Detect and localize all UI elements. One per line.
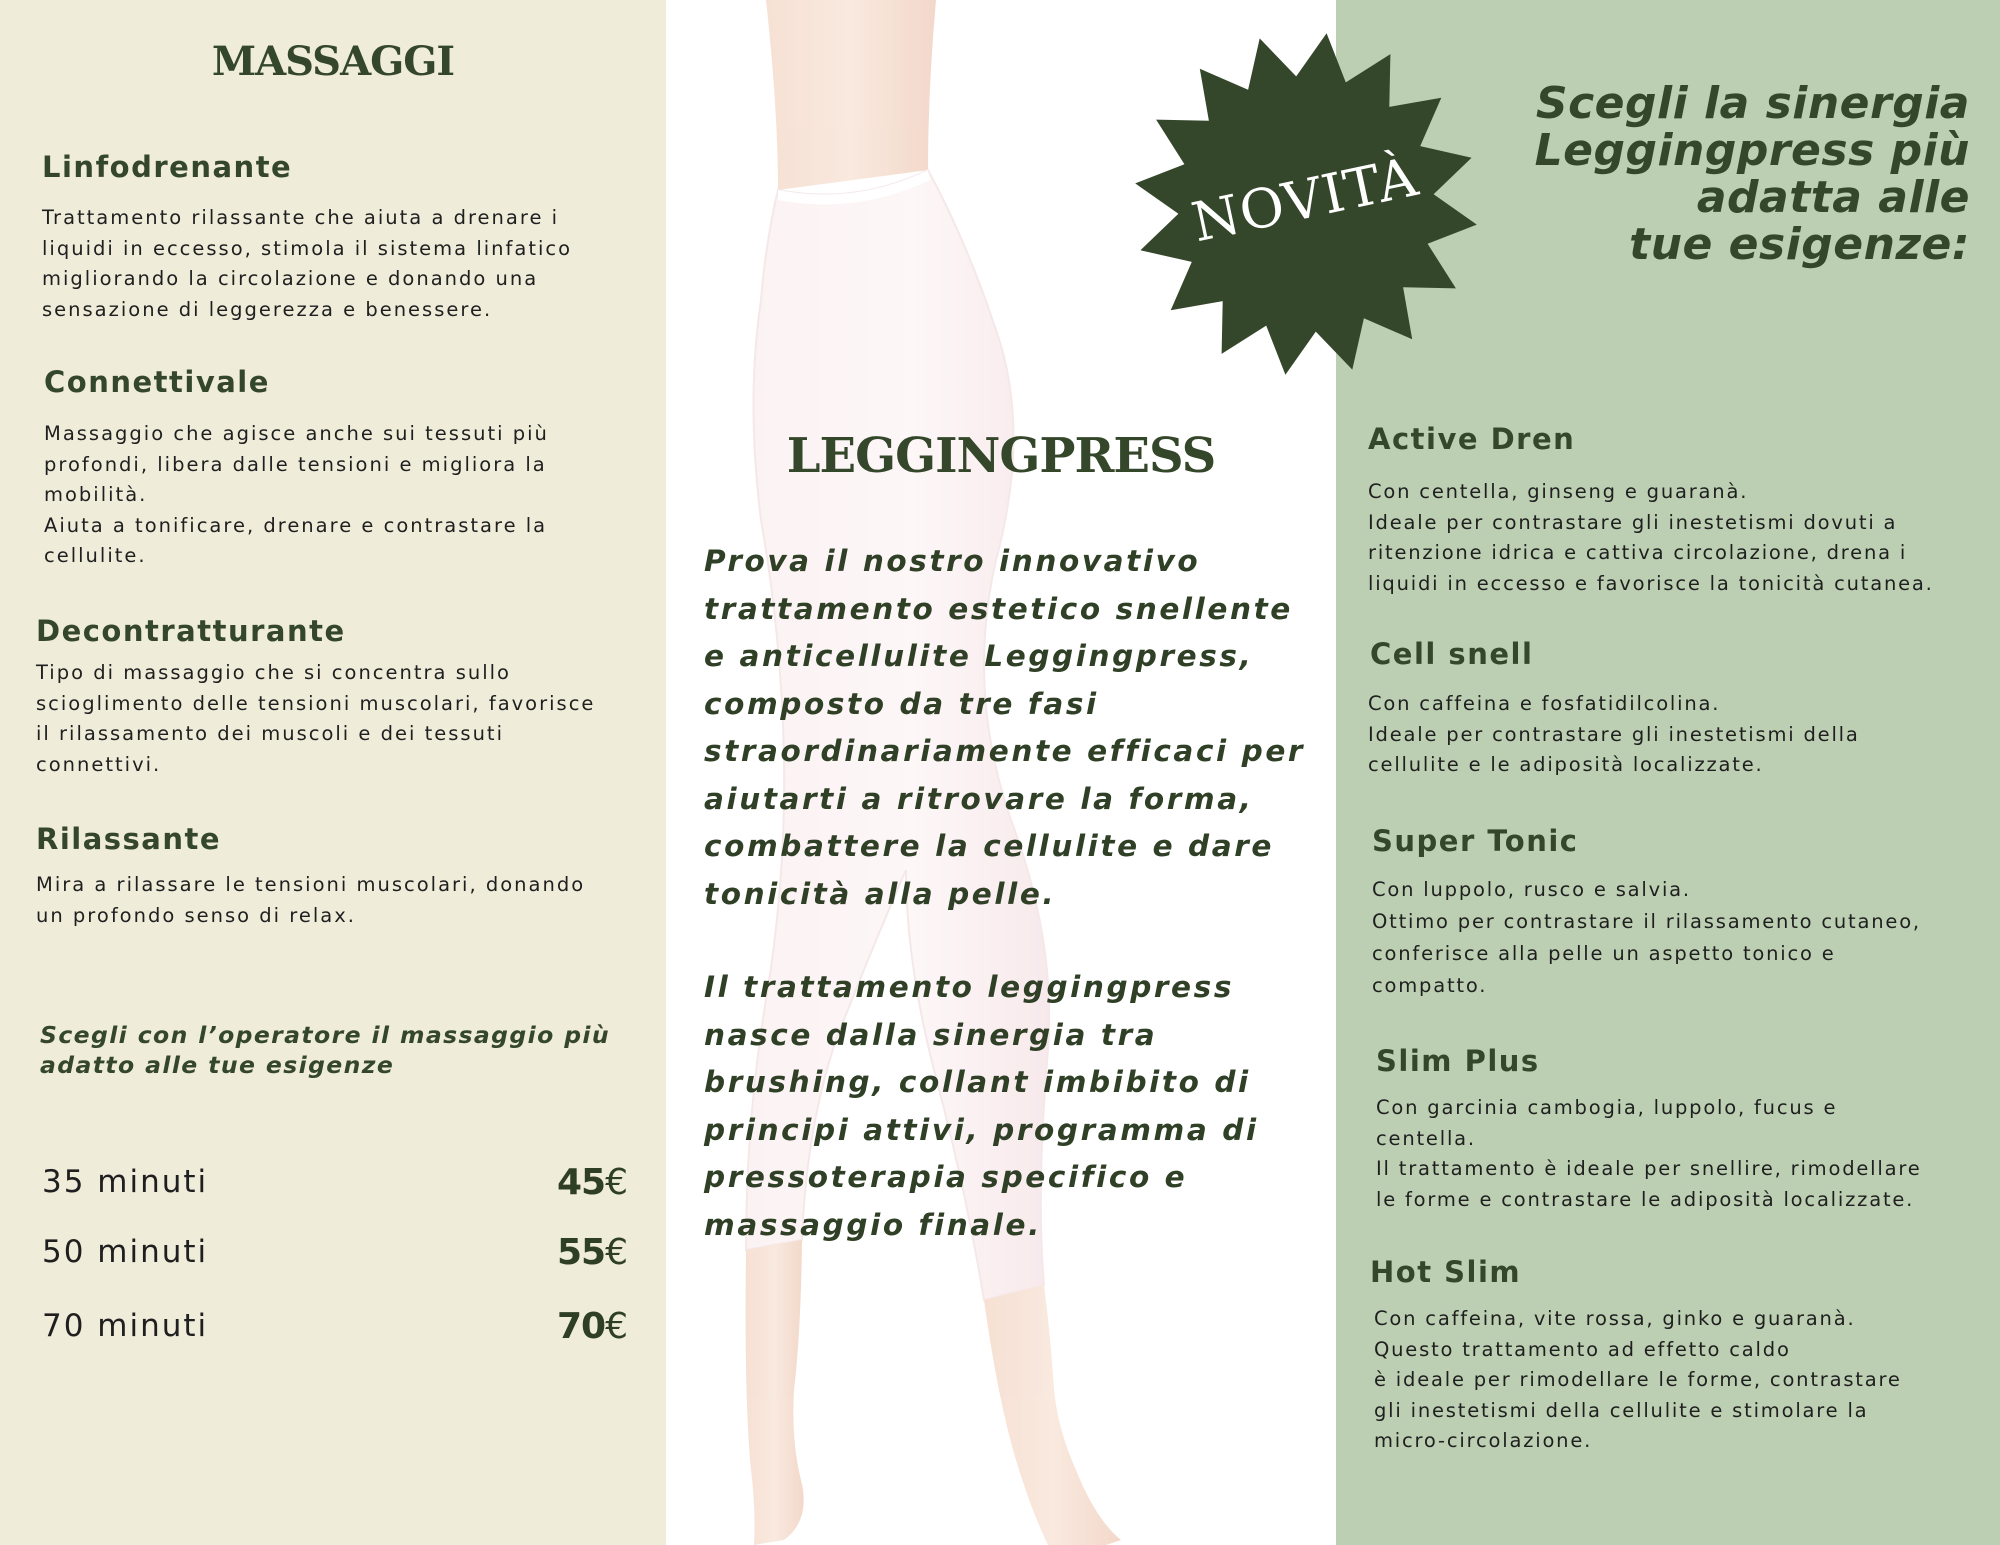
leggingpress-intro: Prova il nostro innovativo trattamento estetico snellente e anticellulite Leggingpress, composto da tre fasi straordinariamente efficaci per aiutarti a ritrovare la forma, combattere la cellulite e dare tonicità alla pelle. — [704, 544, 1306, 911]
choose-operator-text: Scegli con l’operatore il massaggio più adatto alle tue esigenze — [40, 1021, 611, 1079]
price-duration: 50 minuti — [42, 1234, 209, 1270]
massage-name-decontratturante: Decontratturante — [36, 614, 346, 648]
massage-name-rilassante: Rilassante — [36, 822, 222, 856]
massaggi-panel — [0, 0, 666, 1545]
euro-symbol: € — [605, 1232, 627, 1273]
treatment-description-cell-snell: Con caffeina e fosfatidilcolina. Ideale per contrastare gli inestetismi della cellulite e le adiposità localizzate. — [1368, 692, 1860, 776]
euro-symbol: € — [605, 1162, 627, 1203]
price-duration: 35 minuti — [42, 1164, 209, 1200]
price-amount: 55€ — [556, 1232, 627, 1273]
massage-description-decontratturante: Tipo di massaggio che si concentra sullo scioglimento delle tensioni muscolari, favorisce il rilassamento dei muscoli e dei tessuti connettivi. — [36, 661, 596, 776]
treatment-description-active-dren: Con centella, ginseng e guaranà. Ideale per contrastare gli inestetismi dovuti a ritenzione idrica e cattiva circolazione, drena i liquidi in eccesso e favorisce la tonicità cutanea. — [1368, 480, 1934, 595]
massage-name-connettivale: Connettivale — [44, 365, 270, 399]
leggingpress-description: Il trattamento leggingpress nasce dalla sinergia tra brushing, collant imbibito di principi attivi, programma di pressoterapia specifico e massaggio finale. — [704, 970, 1259, 1242]
massage-name-linfodrenante: Linfodrenante — [42, 150, 293, 184]
treatment-name-super-tonic: Super Tonic — [1372, 824, 1579, 858]
price-amount: 45€ — [556, 1162, 627, 1203]
leggingpress-title: LEGGINGPRESS — [786, 428, 1216, 484]
massage-description-linfodrenante: Trattamento rilassante che aiuta a drenare i liquidi in eccesso, stimola il sistema linfatico migliorando la circolazione e donando una sensazione di leggerezza e benessere. — [42, 206, 573, 321]
euro-symbol: € — [605, 1306, 627, 1347]
treatment-description-hot-slim: Con caffeina, vite rossa, ginko e guaranà. Questo trattamento ad effetto caldo è ideale per rimodellare le forme, contrastare gli inestetismi della cellulite e stimolare la micro-circolazione. — [1374, 1307, 1902, 1452]
treatment-name-slim-plus: Slim Plus — [1376, 1044, 1540, 1078]
price-amount: 70€ — [556, 1306, 627, 1347]
treatment-name-cell-snell: Cell snell — [1370, 637, 1534, 671]
price-row — [42, 1308, 627, 1352]
massage-description-connettivale: Massaggio che agisce anche sui tessuti più profondi, libera dalle tensioni e migliora la mobilità. Aiuta a tonificare, drenare e contrastare la cellulite. — [44, 422, 549, 567]
price-duration: 70 minuti — [42, 1308, 209, 1344]
massaggi-title: MASSAGGI — [211, 38, 455, 85]
price-row — [42, 1164, 627, 1208]
treatment-name-active-dren: Active Dren — [1368, 422, 1576, 456]
sinergia-slogan: Scegli la sinergia Leggingpress più adatta alle tue esigenze: — [1534, 78, 1970, 270]
price-row — [42, 1234, 627, 1278]
treatment-description-slim-plus: Con garcinia cambogia, luppolo, fucus e centella. Il trattamento è ideale per snellire, rimodellare le forme e contrastare le adiposità localizzate. — [1376, 1096, 1922, 1211]
badge-text: NOVITÀ — [1186, 144, 1424, 255]
treatment-description-super-tonic: Con luppolo, rusco e salvia. Ottimo per contrastare il rilassamento cutaneo, conferisce alla pelle un aspetto tonico e compatto. — [1372, 878, 1921, 997]
treatment-name-hot-slim: Hot Slim — [1370, 1255, 1522, 1289]
novita-badge — [1130, 28, 1482, 380]
massage-description-rilassante: Mira a rilassare le tensioni muscolari, donando un profondo senso di relax. — [36, 873, 586, 927]
